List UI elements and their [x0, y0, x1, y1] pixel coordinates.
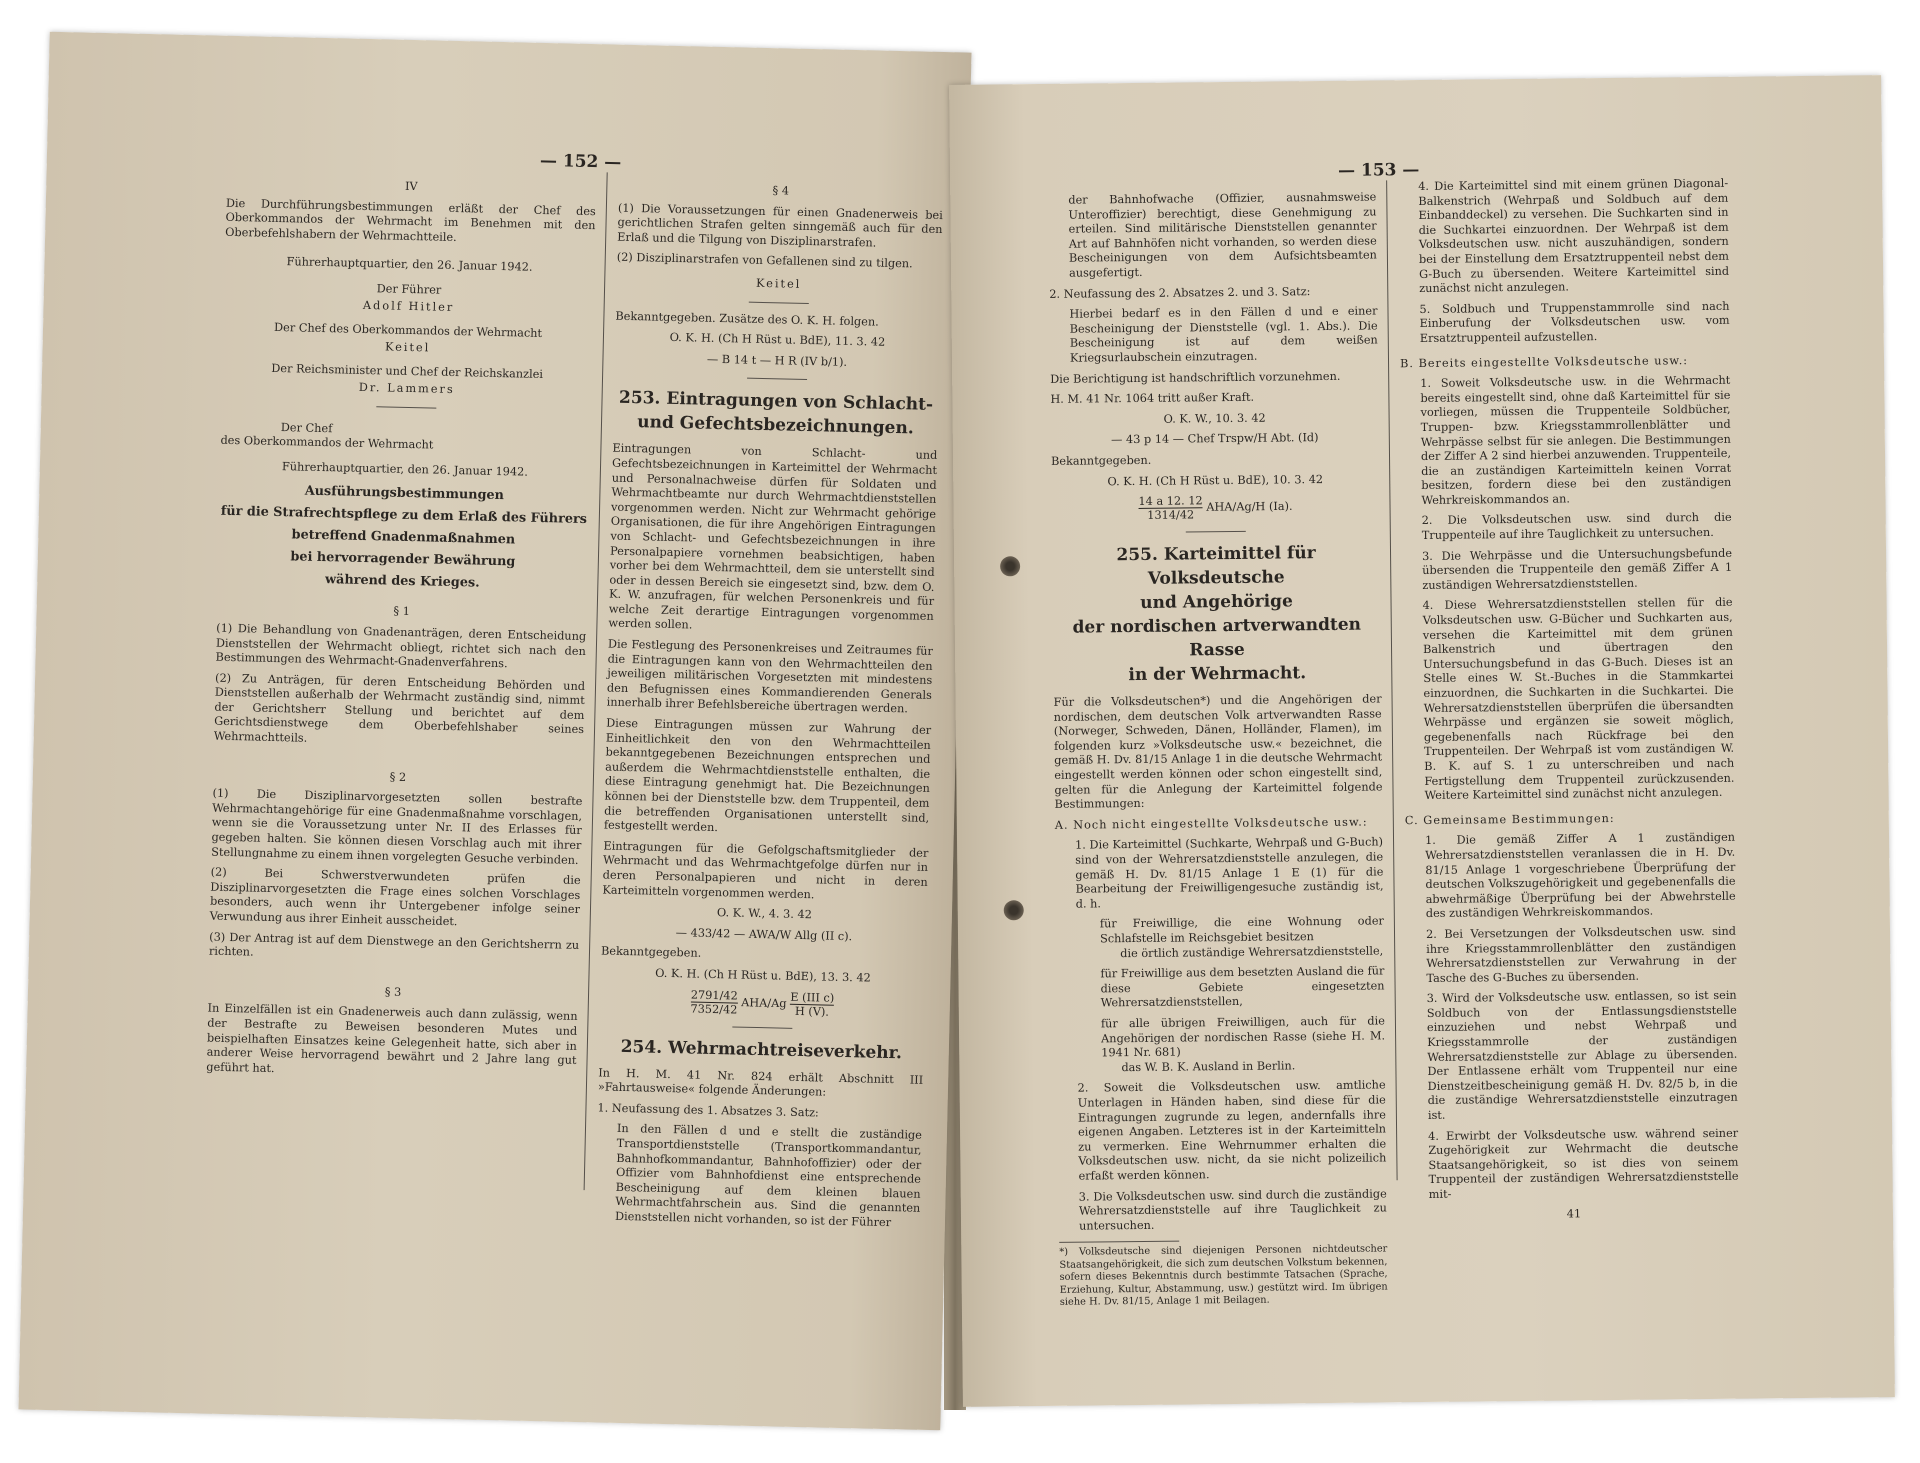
fraction-denominator: H (V). — [794, 1004, 830, 1019]
list-item: 3. Die Volksdeutschen usw. sind durch die zuständige Wehrersatzdienststelle auf ihre Tauglichkeit zu untersuchen. — [1078, 1186, 1387, 1233]
paragraph: (2) Bei Schwerstverwundeten prüfen die Disziplinarvorgesetzten die Frage eines solchen Vorschlages besonders, auch wenn ihr Untergebener infolge seiner Verwundung aus ihrer Einheit ausscheidet. — [209, 865, 581, 929]
page-number: — 152 — — [539, 150, 622, 173]
left-column-2 — [595, 181, 944, 1238]
heading-line: 255. Karteimittel für Volksdeutsche — [1116, 543, 1316, 589]
section-mark: § 3 — [384, 985, 402, 999]
section-mark: § 2 — [389, 770, 407, 784]
footnote: *) Volksdeutsche sind diejenigen Personen nichtdeutscher Staatsangehörigkeit, die sich zum deutschen Volkstum bekennen, sofern dieses Bekenntnis durch bestimmte Tatsachen (Sprache, Erziehung, Kultur, Abstammung, usw.) gestützt wird. Im übrigen siehe H. Dv. 81/15, Anlage 1 mit Beilagen. — [1059, 1243, 1388, 1309]
paragraph: Diese Eintragungen müssen zur Wahrung der Einheitlichkeit den von den Wehrmachtteilen bekanntgegebenen Bezeichnungen entsprechen und außerdem die Wehrmachtdienststelle enthalten, die diese Eintragung genehmigt hat. Die Bezeichnungen können bei der Dienststelle bzw. dem Truppenteil, dem die betreffenden Organisationen unterstellt sind, festgestellt werden. — [603, 716, 932, 835]
paragraph: (3) Der Antrag ist auf dem Dienstwege an den Gerichtsherrn zu richten. — [208, 930, 580, 959]
heading-line: und Gefechtsbezeichnungen. — [637, 412, 914, 439]
reference: — B 14 t — H R (IV b/1). — [706, 352, 848, 369]
article-heading: 254. Wehrmachtreiseverkehr. — [620, 1036, 903, 1063]
title-line: betreffend Gnadenmaßnahmen — [291, 527, 516, 548]
announcement: Bekanntgegeben. Zusätze des O. K. H. folgen. — [615, 309, 879, 329]
roman-numeral: IV — [404, 179, 418, 194]
list-item: für alle übrigen Freiwilligen, auch für die Angehörigen der nordischen Rasse (siehe H. M. 1941 Nr. 681) — [1100, 1014, 1386, 1060]
paragraph: der Bahnhofwache (Offizier, ausnahmsweise Unteroffizier) berechtigt, diese Genehmigung zu erteilen. Sind militärische Dienststellen genannter Art auf Bahnhöfen nicht vorhanden, so werden diese Bescheinigungen von dem Aufsichtsbeamten ausgefertigt. — [1068, 190, 1377, 280]
signature-name: Dr. Lammers — [358, 380, 455, 396]
section-heading: B. Bereits eingestellte Volksdeutsche usw.: — [1399, 353, 1689, 370]
paragraph: Hierbei bedarf es in den Fällen d und e einer Bescheinigung der Dienststelle (vgl. 1. Abs.). Die Bescheinigung ist auf dem weißen Kriegsurlaubschein einzutragen. — [1069, 304, 1378, 365]
paragraph: In Einzelfällen ist ein Gnadenerweis auch dann zulässig, wenn der Bestrafte zu Beweisen besonderen Mutes und beispielhaften Einsatzes keine Gelegenheit hatte, sich aber in anderer Weise hervorragend bewährt und 2 Jahre lang gut geführt hat. — [206, 1001, 578, 1075]
section-mark: § 4 — [772, 184, 790, 198]
title-line: bei hervorragender Bewährung — [290, 549, 516, 570]
fraction-label: AHA/Ag — [741, 995, 787, 1010]
paragraph: Die Durchführungsbestimmungen erläßt der Chef des Oberkommandos der Wehrmacht im Benehmen mit den Oberbefehlshabern der Wehrmachtteile. — [225, 196, 596, 244]
list-item: das W. B. K. Ausland in Berlin. — [1121, 1059, 1296, 1074]
title-line: für die Strafrechtspflege zu dem Erlaß des Führers — [220, 504, 588, 528]
signature-name: Keitel — [384, 340, 431, 355]
list-item: die örtlich zuständige Wehrersatzdienststelle, — [1120, 944, 1384, 960]
article-heading — [1052, 541, 1381, 688]
right-column-2 — [1398, 177, 1739, 1230]
fraction-numerator: 14 a 12. 12 — [1138, 494, 1203, 509]
fraction-denominator: 1314/42 — [1147, 508, 1195, 522]
announcement: Bekanntgegeben. — [600, 944, 702, 961]
fraction-denominator: 7352/42 — [690, 1002, 738, 1017]
signature-title: Der Chef des Oberkommandos der Wehrmacht — [273, 321, 543, 341]
paragraph: Eintragungen von Schlacht- und Gefechtsbezeichnungen in Karteimittel der Wehrmacht und Personalnachweise dürfen für Soldaten und Wehrmachtbeamte nur durch Wehrmachtdienststellen vorgenommen werden. Nicht zur Wehrmacht gehörige Organisationen, die für ihre Angehörigen Eintragungen von Schlacht- und Gefechtsbezeichnungen in ihre Personalpapiere vornehmen beabsichtigen, haben vorher bei dem Wehrmachtteil, dem sie unterstellt sind oder in dessen Bereich sie eingesetzt sind, bzw. dem O. K. W. anzufragen, für welchen Personenkreis und für welche Zeit derartige Eintragungen vorgenommen werden sollen. — [608, 441, 938, 632]
issuer: Der Chef — [280, 420, 333, 435]
announcement: Bekanntgegeben. — [1050, 453, 1152, 468]
place-date: Führerhauptquartier, den 26. Januar 1942. — [286, 255, 533, 275]
fraction-numerator: E (III c) — [790, 990, 835, 1005]
paragraph: (1) Die Behandlung von Gnadenanträgen, deren Entscheidung Dienststellen der Wehrmacht obliegt, richtet sich nach den Bestimmungen des Wehrmacht-Gnadenverfahrens. — [215, 621, 587, 671]
right-page — [949, 75, 1895, 1407]
paragraph: Die Berichtigung ist handschriftlich vorzunehmen. — [1050, 369, 1341, 386]
punch-hole — [1000, 556, 1020, 576]
paragraph: (2) Zu Anträgen, für deren Entscheidung Behörden und Dienststellen außerhalb der Wehrmacht zuständig sind, nimmt der Gerichtsherr Stellung und berichtet auf dem Gerichtsdienstwege dem Oberbefehlshaber seines Wehrmachtteils. — [213, 671, 586, 745]
paragraph: Für die Volksdeutschen*) und die Angehörigen der nordischen, dem deutschen Volk artverwandten Rasse (Norweger, Schweden, Dänen, Holländer, Flamen), im folgenden kurz »Volksdeutsche usw.« bezeichnet, die gemäß H. Dv. 81/15 Anlage 1 in die deutsche Wehrmacht eingestellt werden können oder schon eingestellt sind, gelten für die Anlegung der Karteimittel folgende Bestimmungen: — [1053, 692, 1383, 812]
signature-name: Keitel — [755, 276, 802, 291]
left-column-1 — [206, 176, 596, 1090]
heading-line: der nordischen artverwandten Rasse — [1072, 614, 1362, 661]
list-item: 1. Die Karteimittel (Suchkarte, Wehrpaß und G-Buch) sind von der Wehrersatzdienststelle anzulegen, die gemäß H. Dv. 81/15 Anlage 1 E (1) für die Bearbeitung der Freiwilligengesuche zuständig ist, d. h. — [1075, 835, 1384, 911]
divider — [747, 378, 807, 380]
list-item: 1. Die gemäß Ziffer A 1 zuständigen Wehrersatzdienststellen veranlassen die in H. Dv. 81/15 Anlage 1 vorgeschriebene Überprüfung der deutschen Volkszugehörigkeit und gegebenenfalls die abwehrmäßige Überprüfung bei der Abwehrstelle des zuständigen Wehrkreiskommandos. — [1424, 831, 1736, 921]
fraction-numerator: 2791/42 — [690, 988, 738, 1003]
section-heading: A. Noch nicht eingestellte Volksdeutsche usw.: — [1054, 815, 1368, 832]
paragraph: (1) Die Voraussetzungen für einen Gnadenerweis bei gerichtlichen Strafen gelten sinngemäß auch für den Erlaß und die Tilgung von Disziplinarstrafen. — [617, 201, 943, 250]
left-page — [18, 32, 971, 1431]
reference: O. K. H. (Ch H Rüst u. BdE), 13. 3. 42 — [655, 966, 871, 985]
paragraph: (2) Disziplinarstrafen von Gefallenen sind zu tilgen. — [616, 251, 913, 271]
paragraph: In H. M. 41 Nr. 824 erhält Abschnitt III »Fahrtausweise« folgende Änderungen: — [597, 1065, 924, 1099]
punch-hole — [1004, 900, 1024, 920]
list-item: für Freiwillige aus dem besetzten Ausland die für diese Gebiete eingesetzten Wehrersatzdienststellen, — [1100, 964, 1385, 1010]
paragraph: In den Fällen d und e stellt die zuständige Transportdienststelle (Transportkommandantur, Bahnhofkommandantur, Bahnhofoffizier) oder der Offizier vom Bahnhofdienst eine entsprechende Bescheinigung auf dem kleinen blauen Wehrmachtfahrschein aus. Sind die genannten Dienststellen nicht vorhanden, so ist der Führer — [614, 1122, 923, 1229]
reference: O. K. H. (Ch H Rüst u. BdE), 11. 3. 42 — [669, 331, 886, 349]
issuer: des Oberkommandos der Wehrmacht — [220, 433, 434, 452]
list-item: 2. Soweit die Volksdeutschen usw. amtliche Unterlagen in Händen haben, sind diese für die Eintragungen zugrunde zu legen, andernfalls ihre eigenen Angaben. Letzteres ist in der Karteimitteln zu vermerken. Eine Wehrnummer erhalten die Volksdeutschen usw. nicht, da sie nicht polizeilich erfaßt werden können. — [1077, 1078, 1387, 1183]
section-mark: § 1 — [393, 604, 411, 619]
list-item: 4. Diese Wehrersatzdienststellen stellen für die Volksdeutschen usw. G-Bücher und Suchkarten aus, versehen die Karteimittel mit dem grünen Balkenstrich und übertragen den Untersuchungsbefund in das G-Buch. Dieses ist an Stelle eines W. St.-Buches in die Stammkartei einzuordnen, die Suchkarten in die Suchkartei. Die Wehrersatzdienststellen überprüfen die übersandten Wehrpässe und ergänzen sie soweit möglich, gegebenenfalls nach Rückfrage bei den Truppenteilen. Der Wehrpaß ist vom zuständigen W. B. K. auf S. 1 zu unterschreiben und nach Fertigstellung dem Truppenteil zurückzusenden. Weitere Karteimittel sind zunächst nicht anzulegen. — [1422, 596, 1735, 803]
place-date: Führerhauptquartier, den 26. Januar 1942. — [281, 459, 529, 479]
heading-line: in der Wehrmacht. — [1128, 663, 1307, 686]
section-heading: C. Gemeinsame Bestimmungen: — [1404, 811, 1615, 827]
list-item: 5. Soldbuch und Truppenstammrolle sind nach Einberufung der Volksdeutschen usw. vom Ersatztruppenteil aufzustellen. — [1419, 299, 1730, 345]
divider — [732, 1026, 792, 1028]
list-item: 1. Soweit Volksdeutsche usw. in die Wehrmacht bereits eingestellt sind, ohne daß Karteimittel für sie vorliegen, müssen die Truppenteile Soldbücher, Truppen- bzw. Kriegsstammrollenblätter und Wehrpässe selbst für sie anlegen. Die Bestimmungen der Ziffer A 2 sind hierbei anzuwenden. Truppenteile, die an zuständigen Karteimitteln keinen Vorrat besitzen, fordern diese bei den zuständigen Wehrkreiskommandos an. — [1420, 373, 1732, 507]
paragraph: (1) Die Disziplinarvorgesetzten sollen bestrafte Wehrmachtangehörige für eine Gnadenmaßnahme vorschlagen, wenn sie die Voraussetzung unter Nr. II des Erlasses für gegeben halten. Sie können diesen Vorschlag auch mit ihrer Stellungnahme zu einem ihnen vorgelegten Gesuche verbinden. — [211, 786, 583, 867]
paragraph: H. M. 41 Nr. 1064 tritt außer Kraft. — [1050, 390, 1255, 406]
paragraph: 2. Neufassung des 2. Absatzes 2. und 3. Satz: — [1049, 284, 1311, 301]
title-line: Ausführungsbestimmungen — [304, 483, 505, 504]
reference: O. K. W., 4. 3. 42 — [716, 906, 813, 922]
heading-line: und Angehörige — [1140, 591, 1293, 614]
fraction-label: AHA/Ag/H (Ia). — [1206, 499, 1293, 514]
list-item: 4. Erwirbt der Volksdeutsche usw. während seiner Zugehörigkeit zur Wehrmacht die deutsche Staatsangehörigkeit, so ist dies von seinem Truppenteil der zuständigen Wehrersatzdienststelle mit- — [1428, 1126, 1739, 1201]
list-item: 3. Wird der Volksdeutsche usw. entlassen, so ist sein Soldbuch von der Entlassungsdienststelle einzuziehen und nebst Wehrpaß und Kriegsstammrolle der zuständigen Wehrersatzdienststelle zur Ablage zu übersenden. Der Entlassene erhält vom Truppenteil nur eine Dienstzeitbescheinigung gemäß H. Dv. 82/5 b, in die die zuständige Wehrersatzdienststelle einzutragen ist. — [1426, 989, 1738, 1122]
sheet-number: 41 — [1566, 1206, 1582, 1221]
page-number: — 153 — — [1337, 159, 1420, 181]
reference: O. K. W., 10. 3. 42 — [1163, 411, 1266, 426]
document-title — [217, 479, 589, 597]
footnote-rule — [1059, 1241, 1179, 1243]
reference-fraction — [600, 986, 926, 1020]
list-item: 2. Die Volksdeutschen usw. sind durch die Truppenteile auf ihre Tauglichkeit zu untersuchen. — [1421, 511, 1732, 543]
signature-title: Der Reichsminister und Chef der Reichskanzlei — [271, 362, 544, 382]
reference: O. K. H. (Ch H Rüst u. BdE), 10. 3. 42 — [1107, 472, 1324, 488]
title-line: während des Krieges. — [324, 572, 480, 591]
divider — [748, 301, 808, 303]
column-divider — [1386, 180, 1397, 1180]
list-item: 3. Die Wehrpässe und die Untersuchungsbefunde übersenden die Truppenteile den gemäß Ziffer A 1 zuständigen Wehrersatzdienststellen. — [1421, 546, 1733, 592]
paragraph: 1. Neufassung des 1. Absatzes 3. Satz: — [597, 1101, 819, 1120]
paragraph: Eintragungen für die Gefolgschaftsmitglieder der Wehrmacht und das Wehrmachtgefolge dürfen nur in deren Personalpapieren und nicht in deren Karteimitteln vorgenommen werden. — [602, 839, 929, 901]
list-item: für Freiwillige, die eine Wohnung oder Schlafstelle im Reichsgebiet besitzen — [1099, 914, 1384, 946]
paragraph: Die Festlegung des Personenkreises und Zeitraumes für die Eintragungen kann von den Wehrmachtteilen den jeweiligen militärischen Vorgesetzten mit mindestens den Befugnissen eines Kommandierenden Generals innerhalb ihrer Befehlsbereiche übertragen werden. — [606, 637, 934, 716]
signature-name: Adolf Hitler — [362, 298, 455, 314]
reference-fraction — [1051, 493, 1379, 523]
reference: — 43 p 14 — Chef Trspw/H Abt. (Id) — [1111, 431, 1319, 447]
list-item: 2. Bei Versetzungen der Volksdeutschen usw. sind ihre Kriegsstammrollenblätter den zuständigen Wehrersatzdienststellen zur Verwahrung in der Tasche des G-Buches zu übersenden. — [1425, 924, 1737, 985]
article-heading — [613, 386, 939, 441]
reference: — 433/42 — AWA/W Allg (II c). — [675, 925, 853, 943]
list-item: 4. Die Karteimittel sind mit einem grünen Diagonal-Balkenstrich (Wehrpaß und Soldbuch auf dem Einbanddeckel) zu versehen. Die Suchkarten sind in die Suchkartei einzuordnen. Der Wehrpaß ist dem Volksdeutschen usw. nicht auszuhändigen, sondern bei der Einstellung dem Ersatztruppenteil nebst dem G-Buch zu übersenden. Weitere Karteimittel sind zunächst nicht anzulegen. — [1418, 176, 1730, 296]
right-column-1 — [1048, 190, 1388, 1315]
divider — [1186, 531, 1246, 533]
signature-title: Der Führer — [376, 282, 442, 297]
divider — [376, 406, 436, 408]
heading-line: 253. Eintragungen von Schlacht- — [618, 388, 934, 416]
